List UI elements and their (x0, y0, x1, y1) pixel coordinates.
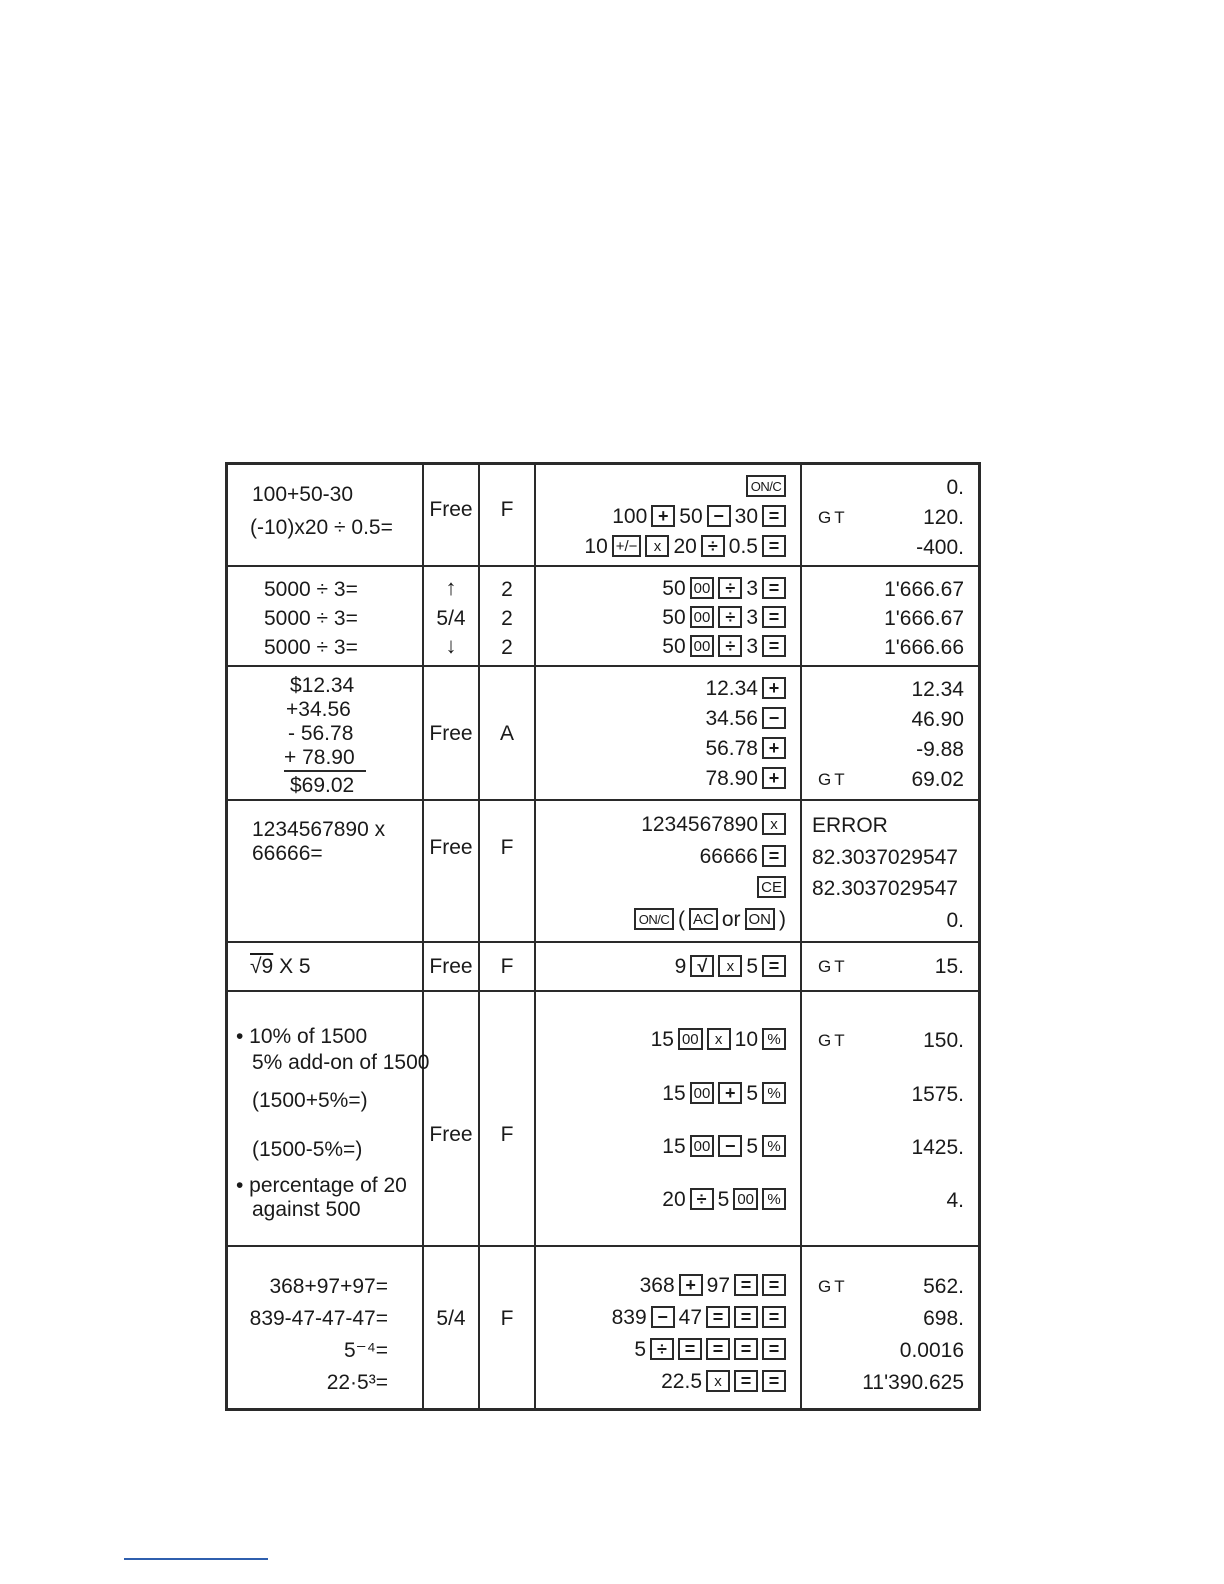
plus-key: + (679, 1274, 703, 1296)
key-sequence (634, 1338, 786, 1360)
display-result (812, 847, 964, 868)
on-clear-key: ON/C (746, 475, 786, 497)
problem-line: against 500 (252, 1198, 361, 1221)
mode-cell (480, 992, 536, 1245)
mode-cell (480, 567, 536, 665)
key-sequence (662, 1135, 786, 1157)
key-sequence (757, 876, 786, 898)
mode-cell (480, 801, 536, 941)
display-result (812, 1308, 964, 1329)
display-result (812, 1372, 964, 1393)
key-sequence (634, 908, 786, 930)
key-sequence (662, 606, 786, 628)
equals-key: = (762, 1274, 786, 1296)
equals-key: = (734, 1338, 758, 1360)
display-value: 0. (946, 909, 964, 932)
problem-cell (228, 567, 424, 665)
decimal-setting: 5/4 (436, 1307, 466, 1330)
entry-number: 47 (678, 1305, 702, 1329)
entry-number: 839 (611, 1305, 647, 1329)
entry-number: 15 (650, 1027, 674, 1051)
table-row (228, 567, 978, 667)
display-value: 0. (946, 476, 964, 499)
percent-key: % (762, 1188, 786, 1210)
round-down-arrow-icon: ↓ (445, 633, 457, 658)
divide-key: ÷ (718, 577, 742, 599)
mode-setting: F (500, 955, 514, 978)
display-value: 0.0016 (899, 1339, 964, 1362)
entry-number: 20 (662, 1187, 686, 1211)
display-result (812, 679, 964, 700)
equals-key: = (762, 635, 786, 657)
display-value: 1'666.66 (884, 636, 964, 659)
key-sequence (661, 1370, 786, 1392)
display-result (812, 608, 964, 629)
display-cell (802, 992, 978, 1245)
decimal-cell (424, 567, 480, 665)
gt-indicator: GT (818, 770, 848, 789)
entry-number: 66666 (699, 844, 758, 868)
display-result (812, 1340, 964, 1361)
decimal-cell (424, 801, 480, 941)
problem-operation: X 5 (279, 955, 311, 978)
plus-key: + (718, 1082, 742, 1104)
key-sequence (746, 475, 786, 497)
problem-cell (228, 943, 424, 990)
double-zero-key: 00 (678, 1028, 703, 1050)
double-zero-key: 00 (690, 1135, 715, 1157)
key-sequence (662, 1082, 786, 1104)
decimal-setting: Free (429, 498, 473, 521)
decimal-setting: Free (429, 836, 473, 859)
display-result (812, 1276, 964, 1297)
display-result (812, 1084, 964, 1105)
on-key: ON (745, 908, 776, 930)
double-zero-key: 00 (690, 635, 715, 657)
display-value: -9.88 (916, 738, 964, 761)
round-up-arrow-icon: ↑ (445, 575, 457, 600)
decimal-cell (424, 465, 480, 565)
table-row (228, 992, 978, 1247)
divide-key: ÷ (650, 1338, 674, 1360)
key-sequence (641, 813, 786, 835)
mode-setting: F (500, 1307, 514, 1330)
key-sequence (705, 737, 786, 759)
key-sequence (612, 505, 786, 527)
display-cell (802, 567, 978, 665)
entry-number: 30 (734, 504, 758, 528)
entry-number: 5 (746, 1134, 758, 1158)
display-value: 12.34 (911, 678, 964, 701)
multiply-key: x (762, 813, 786, 835)
gt-indicator: GT (818, 957, 848, 976)
mode-cell (480, 465, 536, 565)
display-result (812, 1137, 964, 1158)
gt-indicator: GT (818, 1031, 848, 1050)
multiply-key: x (706, 1370, 730, 1392)
decimal-setting: Free (429, 722, 473, 745)
all-clear-key: AC (689, 908, 718, 930)
equals-key: = (762, 1306, 786, 1328)
display-result (812, 769, 964, 790)
percent-key: % (762, 1082, 786, 1104)
key-sequence (705, 707, 786, 729)
decimal-cell (424, 667, 480, 799)
mode-setting: F (500, 1123, 514, 1146)
display-value: 120. (923, 506, 964, 529)
display-result (812, 507, 964, 528)
display-result (812, 815, 964, 836)
entry-number: 22.5 (661, 1369, 702, 1393)
equals-key: = (734, 1306, 758, 1328)
problem-cell (228, 992, 430, 1245)
entry-number: 3 (746, 634, 758, 658)
display-value: 150. (923, 1029, 964, 1052)
problem-line: (1500+5%=) (252, 1089, 368, 1112)
display-cell (802, 801, 978, 941)
display-cell (802, 465, 978, 565)
problem-line: 5% add-on of 1500 (252, 1051, 430, 1074)
key-operation-cell (536, 943, 802, 990)
plus-key: + (762, 737, 786, 759)
table-row (228, 465, 978, 567)
key-operation-cell (536, 992, 802, 1245)
equals-key: = (762, 1370, 786, 1392)
entry-number: 10 (734, 1027, 758, 1051)
entry-number: 1234567890 (641, 812, 758, 836)
mode-cell (480, 1247, 536, 1408)
double-zero-key: 00 (733, 1188, 758, 1210)
problem-line: 1234567890 x (252, 818, 386, 841)
display-result (812, 1190, 964, 1211)
entry-number: 368 (639, 1273, 675, 1297)
equals-key: = (678, 1338, 702, 1360)
entry-number: 3 (746, 605, 758, 629)
equals-key: = (762, 577, 786, 599)
mode-cell (480, 943, 536, 990)
entry-number: 15 (662, 1081, 686, 1105)
multiply-key: x (707, 1028, 731, 1050)
minus-key: − (651, 1306, 675, 1328)
display-result (812, 910, 964, 931)
problem-cell (228, 801, 424, 941)
table-row (228, 801, 978, 943)
mode-setting: F (500, 498, 514, 521)
paren-close: ) (779, 907, 786, 931)
entry-number: 5 (634, 1337, 646, 1361)
entry-number: 100 (612, 504, 648, 528)
display-cell (802, 1247, 978, 1408)
display-value: 1575. (911, 1083, 964, 1106)
divide-key: ÷ (718, 635, 742, 657)
problem-line: - 56.78 (288, 722, 354, 745)
double-zero-key: 00 (690, 1082, 715, 1104)
display-value: 11'390.625 (862, 1371, 964, 1394)
mode-setting: 2 (501, 636, 513, 659)
entry-number: 12.34 (705, 676, 758, 700)
table-row (228, 1247, 978, 1408)
entry-number: 5 (746, 1081, 758, 1105)
mode-setting: 2 (501, 607, 513, 630)
entry-number: 50 (662, 605, 686, 629)
entry-number: 97 (706, 1273, 730, 1297)
sign-change-key: +/− (612, 535, 642, 557)
display-result (812, 956, 964, 977)
problem-line (250, 956, 311, 977)
display-cell (802, 667, 978, 799)
problem-line: 100+50-30 (252, 483, 354, 506)
equals-key: = (762, 606, 786, 628)
problem-total: $69.02 (290, 774, 355, 797)
divide-key: ÷ (701, 535, 725, 557)
mode-setting: F (500, 836, 514, 859)
divide-key: ÷ (690, 1188, 714, 1210)
plus-key: + (762, 767, 786, 789)
key-sequence (700, 845, 786, 867)
key-sequence (662, 577, 786, 599)
display-value: ERROR (812, 814, 888, 837)
problem-line: 5000 ÷ 3= (264, 578, 358, 601)
entry-number: 15 (662, 1134, 686, 1158)
display-value: 4. (946, 1189, 964, 1212)
problem-cell (228, 465, 424, 565)
display-value: 1'666.67 (884, 578, 964, 601)
paren-open: ( (677, 907, 685, 931)
equals-key: = (762, 535, 786, 557)
sum-rule (284, 770, 366, 772)
decimal-setting: Free (429, 1123, 473, 1146)
entry-number: 9 (674, 954, 687, 978)
display-value: 69.02 (911, 768, 964, 791)
problem-line: +34.56 (286, 698, 351, 721)
equals-key: = (762, 505, 786, 527)
key-sequence (612, 1306, 786, 1328)
key-operation-cell (536, 667, 802, 799)
problem-cell (228, 1247, 424, 1408)
mode-setting: 2 (501, 578, 513, 601)
display-value: -400. (916, 536, 964, 559)
display-result (812, 579, 964, 600)
entry-number: 3 (746, 576, 758, 600)
problem-line: 5000 ÷ 3= (264, 607, 358, 630)
key-sequence (705, 677, 786, 699)
display-result (812, 477, 964, 498)
problem-line: • percentage of 20 (236, 1174, 407, 1197)
display-result (812, 637, 964, 658)
key-sequence (651, 1028, 786, 1050)
entry-number: 50 (679, 504, 703, 528)
table-row (228, 943, 978, 992)
equals-key: = (734, 1370, 758, 1392)
decimal-cell (424, 1247, 480, 1408)
on-clear-key: ON/C (634, 908, 674, 930)
mode-cell (480, 667, 536, 799)
mode-setting: A (499, 722, 514, 745)
entry-number: 34.56 (705, 706, 758, 730)
divide-key: ÷ (718, 606, 742, 628)
equals-key: = (762, 1338, 786, 1360)
equals-key: = (706, 1338, 730, 1360)
problem-line: (-10)x20 ÷ 0.5= (250, 516, 393, 539)
gt-indicator: GT (818, 508, 848, 527)
problem-cell (228, 667, 424, 799)
key-operation-cell (536, 465, 802, 565)
problem-line: 5000 ÷ 3= (264, 636, 358, 659)
decimal-setting: Free (429, 955, 473, 978)
double-zero-key: 00 (690, 606, 715, 628)
problem-line: 22·5³= (326, 1371, 388, 1394)
problem-line: 5⁻⁴= (343, 1339, 388, 1362)
display-result (812, 739, 964, 760)
decimal-cell (424, 992, 480, 1245)
key-sequence (675, 955, 786, 977)
percent-key: % (762, 1028, 786, 1050)
key-sequence (662, 1188, 786, 1210)
entry-number: 56.78 (705, 736, 758, 760)
table-row (228, 667, 978, 801)
plus-key: + (651, 505, 675, 527)
entry-number: 5 (717, 1187, 730, 1211)
clear-entry-key: CE (757, 876, 786, 898)
entry-number: 78.90 (705, 766, 758, 790)
display-cell (802, 943, 978, 990)
minus-key: − (718, 1135, 742, 1157)
display-result (812, 537, 964, 558)
key-sequence (662, 635, 786, 657)
key-operation-cell (536, 1247, 802, 1408)
entry-number: 20 (673, 534, 697, 558)
double-zero-key: 00 (690, 577, 715, 599)
key-sequence (640, 1274, 786, 1296)
problem-line: (1500-5%=) (252, 1138, 363, 1161)
key-operation-cell (536, 801, 802, 941)
display-value: 562. (923, 1275, 964, 1298)
minus-key: − (762, 707, 786, 729)
entry-number: 50 (662, 576, 686, 600)
display-value: 698. (923, 1307, 964, 1330)
decimal-cell (424, 943, 480, 990)
gt-indicator: GT (818, 1277, 848, 1296)
or-text: or (721, 907, 741, 931)
problem-line: + 78.90 (284, 746, 355, 769)
problem-line: • 10% of 1500 (236, 1025, 368, 1048)
multiply-key: x (645, 535, 669, 557)
problem-line: 66666= (252, 842, 323, 865)
display-value: 15. (934, 955, 964, 978)
problem-line: 839-47-47-47= (249, 1307, 388, 1330)
problem-line: $12.34 (290, 674, 355, 697)
key-sequence (705, 767, 786, 789)
decimal-setting: 5/4 (436, 607, 466, 630)
key-sequence (584, 535, 786, 557)
square-root-key: √ (690, 955, 714, 977)
entry-number: 10 (584, 534, 608, 558)
plus-key: + (762, 677, 786, 699)
square-root-expression: √9 (250, 955, 274, 978)
display-result (812, 1030, 964, 1051)
calculation-examples-table (225, 462, 981, 1411)
key-operation-cell (536, 567, 802, 665)
equals-key: = (762, 845, 786, 867)
equals-key: = (706, 1306, 730, 1328)
equals-key: = (734, 1274, 758, 1296)
percent-key: % (762, 1135, 786, 1157)
multiply-key: x (718, 955, 742, 977)
display-result (812, 878, 964, 899)
display-value: 1'666.67 (884, 607, 964, 630)
equals-key: = (762, 955, 786, 977)
footnote-separator (124, 1558, 268, 1560)
display-value: 82.3037029547 (812, 877, 958, 900)
display-value: 82.3037029547 (812, 846, 958, 869)
display-result (812, 709, 964, 730)
entry-number: 5 (746, 954, 758, 978)
display-value: 1425. (911, 1136, 964, 1159)
entry-number: 50 (662, 634, 686, 658)
minus-key: − (707, 505, 731, 527)
display-value: 46.90 (911, 708, 964, 731)
entry-number: 0.5 (728, 534, 758, 558)
problem-line: 368+97+97= (269, 1275, 388, 1298)
